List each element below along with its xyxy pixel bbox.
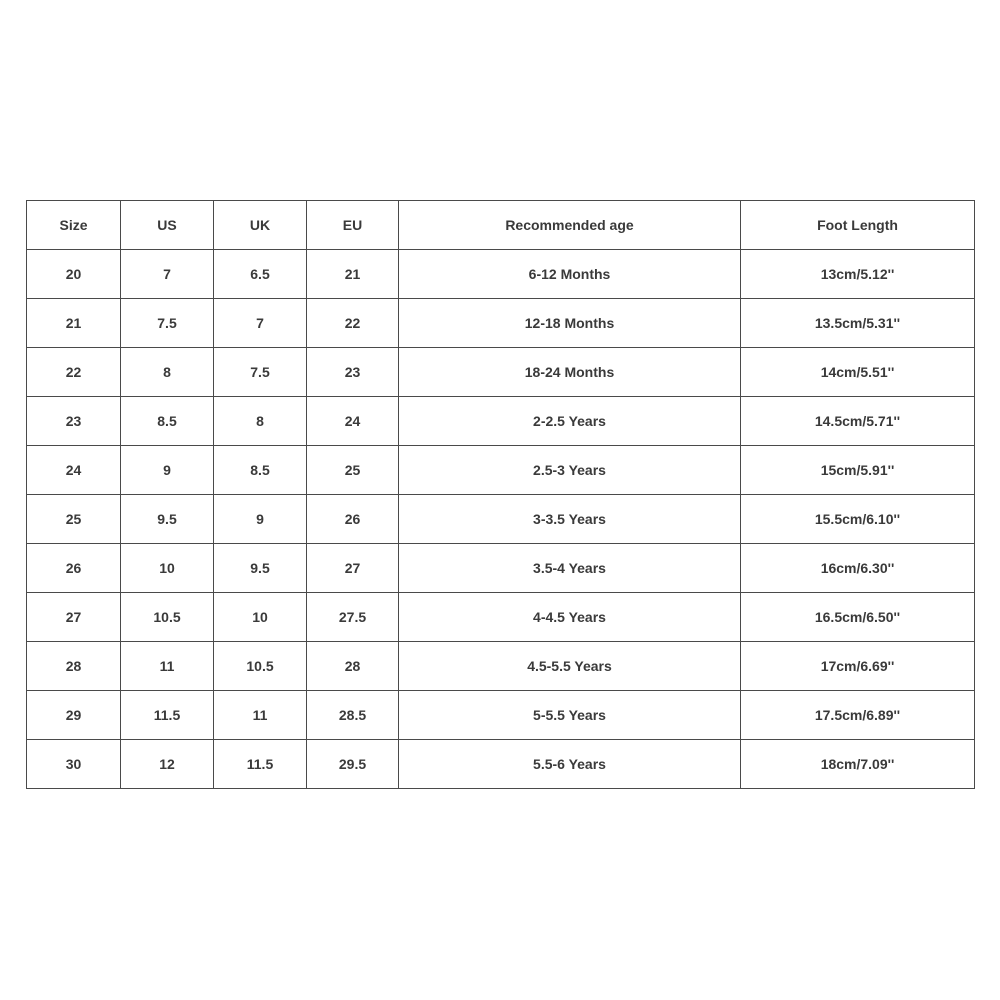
cell-us: 7 bbox=[121, 250, 214, 299]
cell-size: 22 bbox=[27, 348, 121, 397]
cell-eu: 21 bbox=[307, 250, 399, 299]
cell-recommended-age: 18-24 Months bbox=[399, 348, 741, 397]
cell-foot-length: 17cm/6.69'' bbox=[741, 642, 975, 691]
cell-eu: 27.5 bbox=[307, 593, 399, 642]
cell-size: 26 bbox=[27, 544, 121, 593]
cell-foot-length: 13cm/5.12'' bbox=[741, 250, 975, 299]
cell-foot-length: 14.5cm/5.71'' bbox=[741, 397, 975, 446]
cell-recommended-age: 5-5.5 Years bbox=[399, 691, 741, 740]
cell-us: 8.5 bbox=[121, 397, 214, 446]
cell-foot-length: 15cm/5.91'' bbox=[741, 446, 975, 495]
cell-size: 28 bbox=[27, 642, 121, 691]
cell-foot-length: 13.5cm/5.31'' bbox=[741, 299, 975, 348]
cell-uk: 8.5 bbox=[214, 446, 307, 495]
table-row bbox=[27, 348, 975, 397]
cell-eu: 24 bbox=[307, 397, 399, 446]
cell-uk: 10 bbox=[214, 593, 307, 642]
cell-recommended-age: 3-3.5 Years bbox=[399, 495, 741, 544]
cell-us: 10.5 bbox=[121, 593, 214, 642]
table-row bbox=[27, 544, 975, 593]
table-row bbox=[27, 691, 975, 740]
cell-us: 7.5 bbox=[121, 299, 214, 348]
cell-size: 27 bbox=[27, 593, 121, 642]
cell-size: 21 bbox=[27, 299, 121, 348]
table-row bbox=[27, 397, 975, 446]
cell-recommended-age: 6-12 Months bbox=[399, 250, 741, 299]
cell-foot-length: 18cm/7.09'' bbox=[741, 740, 975, 789]
cell-uk: 8 bbox=[214, 397, 307, 446]
table-row bbox=[27, 250, 975, 299]
header-eu: EU bbox=[307, 201, 399, 250]
cell-size: 30 bbox=[27, 740, 121, 789]
cell-uk: 9 bbox=[214, 495, 307, 544]
cell-recommended-age: 12-18 Months bbox=[399, 299, 741, 348]
size-chart-table bbox=[26, 200, 975, 789]
header-foot-length: Foot Length bbox=[741, 201, 975, 250]
cell-uk: 9.5 bbox=[214, 544, 307, 593]
header-uk: UK bbox=[214, 201, 307, 250]
cell-us: 11.5 bbox=[121, 691, 214, 740]
table-row bbox=[27, 740, 975, 789]
cell-foot-length: 15.5cm/6.10'' bbox=[741, 495, 975, 544]
table-row bbox=[27, 642, 975, 691]
cell-recommended-age: 4-4.5 Years bbox=[399, 593, 741, 642]
cell-us: 8 bbox=[121, 348, 214, 397]
table-row bbox=[27, 299, 975, 348]
cell-us: 9.5 bbox=[121, 495, 214, 544]
cell-us: 10 bbox=[121, 544, 214, 593]
cell-size: 29 bbox=[27, 691, 121, 740]
cell-eu: 23 bbox=[307, 348, 399, 397]
cell-uk: 7.5 bbox=[214, 348, 307, 397]
cell-eu: 28 bbox=[307, 642, 399, 691]
cell-size: 23 bbox=[27, 397, 121, 446]
cell-size: 24 bbox=[27, 446, 121, 495]
cell-size: 25 bbox=[27, 495, 121, 544]
cell-foot-length: 16cm/6.30'' bbox=[741, 544, 975, 593]
table-row bbox=[27, 446, 975, 495]
cell-size: 20 bbox=[27, 250, 121, 299]
cell-uk: 6.5 bbox=[214, 250, 307, 299]
cell-recommended-age: 2-2.5 Years bbox=[399, 397, 741, 446]
cell-eu: 26 bbox=[307, 495, 399, 544]
header-us: US bbox=[121, 201, 214, 250]
cell-uk: 11 bbox=[214, 691, 307, 740]
cell-foot-length: 14cm/5.51'' bbox=[741, 348, 975, 397]
cell-foot-length: 16.5cm/6.50'' bbox=[741, 593, 975, 642]
cell-eu: 25 bbox=[307, 446, 399, 495]
cell-uk: 11.5 bbox=[214, 740, 307, 789]
cell-uk: 10.5 bbox=[214, 642, 307, 691]
cell-eu: 27 bbox=[307, 544, 399, 593]
cell-foot-length: 17.5cm/6.89'' bbox=[741, 691, 975, 740]
cell-us: 11 bbox=[121, 642, 214, 691]
cell-recommended-age: 5.5-6 Years bbox=[399, 740, 741, 789]
header-size: Size bbox=[27, 201, 121, 250]
cell-recommended-age: 3.5-4 Years bbox=[399, 544, 741, 593]
cell-uk: 7 bbox=[214, 299, 307, 348]
cell-recommended-age: 4.5-5.5 Years bbox=[399, 642, 741, 691]
cell-eu: 22 bbox=[307, 299, 399, 348]
cell-eu: 29.5 bbox=[307, 740, 399, 789]
cell-eu: 28.5 bbox=[307, 691, 399, 740]
header-recommended-age: Recommended age bbox=[399, 201, 741, 250]
header-row bbox=[27, 201, 975, 250]
cell-recommended-age: 2.5-3 Years bbox=[399, 446, 741, 495]
table-row bbox=[27, 495, 975, 544]
cell-us: 9 bbox=[121, 446, 214, 495]
table-row bbox=[27, 593, 975, 642]
cell-us: 12 bbox=[121, 740, 214, 789]
